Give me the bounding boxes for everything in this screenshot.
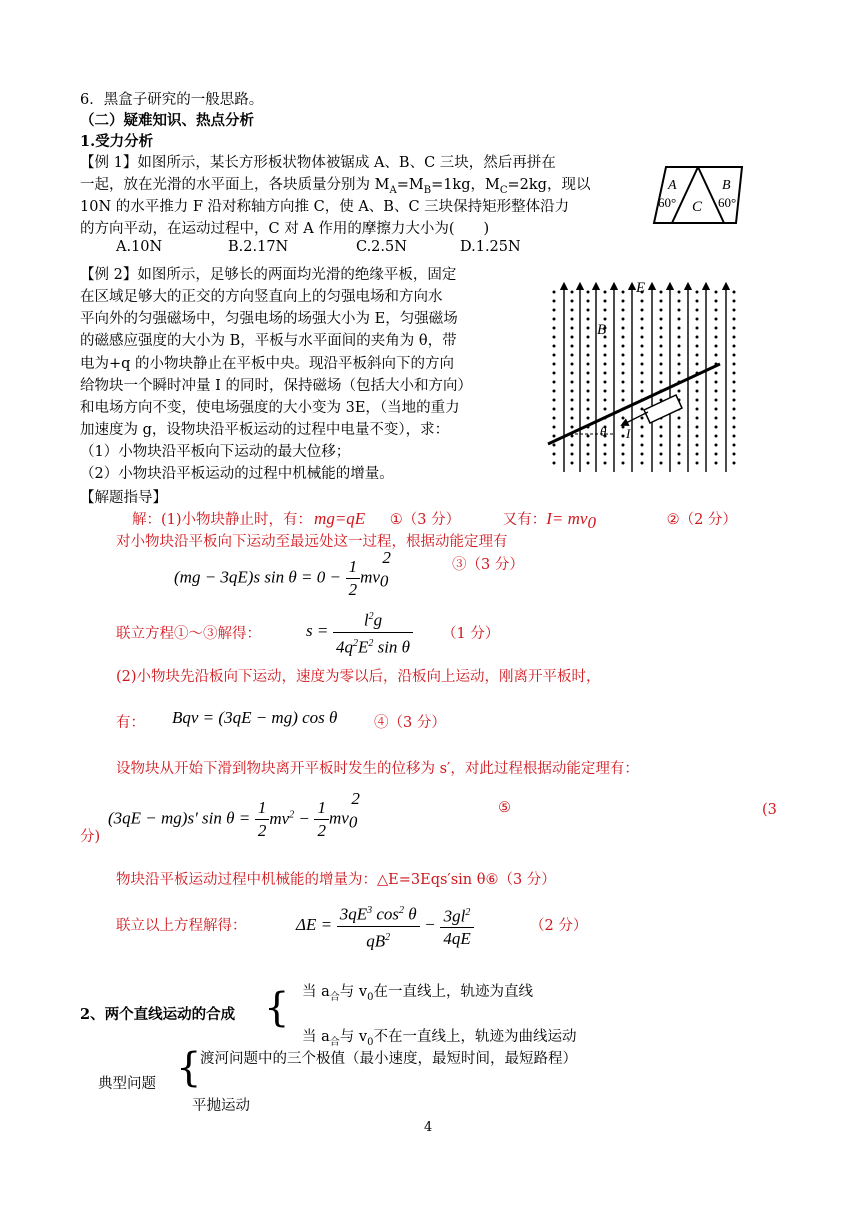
field-dot xyxy=(715,417,718,420)
equation-4-mark: （1 分） xyxy=(442,626,500,642)
ex2-line-1: 【例 2】如图所示，足够长的两面均光滑的绝缘平板，固定 xyxy=(80,267,457,283)
field-dot xyxy=(571,372,574,375)
field-dot xyxy=(622,363,625,366)
field-dot xyxy=(733,354,736,357)
field-dot xyxy=(571,336,574,339)
label-theta: θ xyxy=(600,424,607,439)
ex1-label-b: B xyxy=(722,178,731,193)
ex1-option-c: C.2.5N xyxy=(356,239,407,255)
field-dot xyxy=(696,327,699,330)
sol-line-10: 联立以上方程解得： xyxy=(116,918,247,934)
field-dot xyxy=(571,399,574,402)
field-dot xyxy=(696,444,699,447)
typical-item-2: 平抛运动 xyxy=(192,1098,250,1114)
field-dot xyxy=(715,390,718,393)
field-dot xyxy=(660,345,663,348)
field-dot xyxy=(571,327,574,330)
equation-3-mark: ③（3 分） xyxy=(452,557,524,573)
ex2-line-6: 给物块一个瞬时冲量 I 的同时，保持磁场（包括大小和方向） xyxy=(80,378,472,394)
field-dot xyxy=(660,291,663,294)
impulse-arrow xyxy=(624,412,648,424)
field-dot xyxy=(678,372,681,375)
field-dot xyxy=(696,390,699,393)
field-dot xyxy=(660,372,663,375)
item-6-text: 6．黑盒子研究的一般思路。 xyxy=(80,92,264,108)
field-dot xyxy=(622,399,625,402)
field-dot xyxy=(641,363,644,366)
field-dot xyxy=(678,318,681,321)
field-dot xyxy=(553,462,556,465)
field-dot xyxy=(571,309,574,312)
field-dot xyxy=(660,327,663,330)
field-dot xyxy=(733,462,736,465)
field-dot xyxy=(641,453,644,456)
field-dot xyxy=(553,309,556,312)
field-dot xyxy=(587,408,590,411)
field-dot xyxy=(641,318,644,321)
field-dot xyxy=(696,291,699,294)
field-dot xyxy=(604,453,607,456)
field-dot xyxy=(622,300,625,303)
field-dot xyxy=(715,399,718,402)
ex1-label-60-right: 60° xyxy=(718,195,737,210)
field-dot xyxy=(587,318,590,321)
field-dot xyxy=(715,381,718,384)
ex1-label-60-left: 60° xyxy=(658,195,677,210)
field-dot xyxy=(587,309,590,312)
field-dot xyxy=(553,354,556,357)
field-dot xyxy=(571,291,574,294)
field-dot xyxy=(604,354,607,357)
field-dot xyxy=(715,453,718,456)
topic-2-title: 2、两个直线运动的合成 xyxy=(80,1006,236,1023)
page-number: 4 xyxy=(424,1120,433,1135)
field-dot xyxy=(553,363,556,366)
field-dot xyxy=(678,462,681,465)
field-dot xyxy=(660,300,663,303)
field-dot xyxy=(733,417,736,420)
field-dot xyxy=(733,399,736,402)
sol-line-4: 联立方程①～③解得： xyxy=(116,626,261,642)
field-dot xyxy=(678,309,681,312)
field-dot xyxy=(622,345,625,348)
field-dot xyxy=(641,345,644,348)
field-dot xyxy=(553,435,556,438)
field-dot xyxy=(660,318,663,321)
equation-8-score-b: 分) xyxy=(80,829,101,845)
field-dot xyxy=(696,453,699,456)
field-dot xyxy=(733,444,736,447)
field-dot xyxy=(587,300,590,303)
ex1-option-a: A.10N xyxy=(116,239,163,255)
field-dot xyxy=(604,363,607,366)
field-dot xyxy=(622,291,625,294)
field-dot xyxy=(622,318,625,321)
field-dot xyxy=(696,417,699,420)
field-dot xyxy=(715,327,718,330)
field-dot xyxy=(715,336,718,339)
field-dot xyxy=(660,363,663,366)
ex1-option-d: D.1.25N xyxy=(460,239,521,255)
field-dot xyxy=(571,345,574,348)
ex1-line-2: 一起，放在光滑的水平面上，各块质量分别为 $M_A=M_B=1kg$，$M_C=2kg$，现以 xyxy=(80,177,591,196)
field-dot xyxy=(641,327,644,330)
field-dot xyxy=(733,390,736,393)
field-dot xyxy=(571,426,574,429)
equation-8: (3qE − mg)s′ sin θ = $\frac{1}{2}$ $mv^2$ − $\frac{1}{2}$ $mv_0^2$ xyxy=(108,788,360,840)
ex2-line-7: 和电场方向不变，使电场强度的大小变为 3E，（当地的重力 xyxy=(80,400,460,416)
field-dot xyxy=(553,399,556,402)
field-dot xyxy=(622,417,625,420)
equation-10-mark: （2 分） xyxy=(530,918,588,934)
field-dot xyxy=(622,336,625,339)
field-dot xyxy=(733,327,736,330)
field-dot xyxy=(678,390,681,393)
label-impulse: I xyxy=(626,426,631,441)
field-dot xyxy=(733,309,736,312)
field-dot xyxy=(678,300,681,303)
equation-10: ΔE = $\frac{3qE^3 \cos^2 \theta}{qB^2}$ − $\frac{3gl^2}{4qE}$ xyxy=(296,900,474,952)
field-dot xyxy=(571,381,574,384)
field-dot xyxy=(571,363,574,366)
field-dot xyxy=(696,318,699,321)
sol-line-9: 物块沿平板运动过程中机械能的增量为：△E=3Eqs′sin θ⑥（3 分） xyxy=(116,872,556,888)
ex1-figure xyxy=(652,159,746,231)
field-dot xyxy=(553,408,556,411)
field-dot xyxy=(622,435,625,438)
field-dot xyxy=(604,462,607,465)
field-dot xyxy=(587,462,590,465)
field-dot xyxy=(604,345,607,348)
field-dot xyxy=(733,372,736,375)
ex2-line-3: 平向外的匀强磁场中，匀强电场的场强大小为 E，匀强磁场 xyxy=(80,311,458,327)
field-dot xyxy=(587,372,590,375)
field-dot xyxy=(571,462,574,465)
label-b: B xyxy=(597,322,607,338)
field-dot xyxy=(678,363,681,366)
sol-line-2: 对小物块沿平板向下运动至最远处这一过程，根据动能定理有 xyxy=(116,534,508,550)
field-dot xyxy=(733,381,736,384)
ex2-figure xyxy=(544,278,740,474)
field-dot xyxy=(587,363,590,366)
field-dot xyxy=(696,408,699,411)
field-dot xyxy=(696,309,699,312)
field-dot xyxy=(715,309,718,312)
ex2-question-1: （1）小物块沿平板向下运动的最大位移； xyxy=(80,444,351,460)
field-dot xyxy=(622,372,625,375)
field-dot xyxy=(733,426,736,429)
field-dot xyxy=(715,435,718,438)
field-dot xyxy=(587,327,590,330)
field-dot xyxy=(622,309,625,312)
field-dot xyxy=(553,453,556,456)
field-dot xyxy=(622,453,625,456)
field-dot xyxy=(715,444,718,447)
field-dot xyxy=(553,300,556,303)
field-dot xyxy=(622,327,625,330)
field-dot xyxy=(553,318,556,321)
sol-line-7: 设物块从开始下滑到物块离开平板时发生的位移为 s′，对此过程根据动能定理有： xyxy=(116,761,639,777)
field-dot xyxy=(604,381,607,384)
ex1-label-c: C xyxy=(692,199,703,215)
field-dot xyxy=(553,417,556,420)
field-dot xyxy=(553,291,556,294)
field-dot xyxy=(660,309,663,312)
field-dot xyxy=(571,453,574,456)
field-dot xyxy=(553,345,556,348)
field-dot xyxy=(678,444,681,447)
field-dot xyxy=(733,318,736,321)
field-dot xyxy=(733,291,736,294)
field-dot xyxy=(571,300,574,303)
field-dot xyxy=(622,444,625,447)
field-dot xyxy=(715,408,718,411)
field-dot xyxy=(604,318,607,321)
field-dot xyxy=(715,426,718,429)
equation-8-mark: ⑤ xyxy=(498,800,511,816)
field-dot xyxy=(622,462,625,465)
field-dot xyxy=(571,417,574,420)
field-dot xyxy=(715,300,718,303)
field-dot xyxy=(641,462,644,465)
field-dot xyxy=(641,354,644,357)
field-dot xyxy=(604,309,607,312)
field-dot xyxy=(604,408,607,411)
equation-4: s = $\frac{l^2g}{4q^2E^2 \sin \theta}$ xyxy=(306,606,413,658)
field-dot xyxy=(660,435,663,438)
field-dot xyxy=(641,372,644,375)
field-dot xyxy=(660,462,663,465)
field-dot xyxy=(571,354,574,357)
topic-2-case-1: 当 $a_合$与 $v_0$在一直线上，轨迹为直线 xyxy=(302,984,533,1003)
field-dot xyxy=(641,300,644,303)
field-dot xyxy=(733,336,736,339)
field-dot xyxy=(696,363,699,366)
typical-brace: { xyxy=(176,1045,202,1091)
field-dot xyxy=(587,345,590,348)
field-dot xyxy=(715,354,718,357)
field-dot xyxy=(604,300,607,303)
field-dot xyxy=(553,426,556,429)
field-dot xyxy=(660,453,663,456)
topic-2-brace: { xyxy=(264,985,290,1031)
field-dot xyxy=(696,435,699,438)
label-e: E xyxy=(636,280,646,296)
field-dot xyxy=(733,435,736,438)
field-dot xyxy=(715,318,718,321)
field-dot xyxy=(696,381,699,384)
field-dot xyxy=(696,336,699,339)
ex2-line-4: 的磁感应强度的大小为 B，平板与水平面间的夹角为 θ，带 xyxy=(80,333,457,349)
field-dot xyxy=(587,435,590,438)
equation-6-mark: ④（3 分） xyxy=(374,715,446,731)
small-block xyxy=(644,395,682,423)
field-dot xyxy=(553,444,556,447)
equation-8-score-a: (3 xyxy=(762,802,777,818)
field-dot xyxy=(553,336,556,339)
field-dot xyxy=(622,354,625,357)
topic-1-title: 1.受力分析 xyxy=(80,133,154,150)
field-dot xyxy=(715,291,718,294)
ex1-label-a: A xyxy=(668,178,677,193)
field-dot xyxy=(660,444,663,447)
field-dot xyxy=(587,381,590,384)
field-dot xyxy=(660,336,663,339)
field-dot xyxy=(641,444,644,447)
field-dot xyxy=(678,345,681,348)
field-dot xyxy=(641,408,644,411)
ex1-option-b: B.2.17N xyxy=(228,239,289,255)
sol-line-6: 有： xyxy=(116,715,145,731)
field-dot xyxy=(553,381,556,384)
field-dot xyxy=(715,462,718,465)
field-dot xyxy=(696,399,699,402)
field-dot xyxy=(678,435,681,438)
section-title: （二）疑难知识、热点分析 xyxy=(80,112,254,129)
field-dot xyxy=(587,354,590,357)
field-dot xyxy=(678,453,681,456)
field-dot xyxy=(587,390,590,393)
field-dot xyxy=(678,327,681,330)
field-dot xyxy=(622,426,625,429)
field-dot xyxy=(571,408,574,411)
field-dot xyxy=(733,453,736,456)
equation-3: (mg − 3qE)s sin θ = 0 − $\frac{1}{2}$ $mv_0^2$ xyxy=(174,547,391,599)
field-dot xyxy=(678,291,681,294)
field-dot xyxy=(696,345,699,348)
field-dot xyxy=(587,417,590,420)
field-dot xyxy=(715,372,718,375)
field-dot xyxy=(641,426,644,429)
field-dot xyxy=(715,345,718,348)
field-dot xyxy=(678,354,681,357)
field-dot xyxy=(733,300,736,303)
field-dot xyxy=(587,399,590,402)
field-dot xyxy=(678,426,681,429)
sol-line-1: 解：(1)小物块静止时，有： mg=qE ①（3 分） 又有：$I= mv_0$ ②（2 分） xyxy=(132,509,737,532)
field-dot xyxy=(641,390,644,393)
typical-label: 典型问题 xyxy=(98,1076,156,1092)
typical-item-1: 渡河问题中的三个极值（最小速度，最短时间，最短路程） xyxy=(200,1051,577,1067)
field-dot xyxy=(733,345,736,348)
field-dot xyxy=(604,291,607,294)
field-dot xyxy=(641,309,644,312)
field-dot xyxy=(678,417,681,420)
ex2-line-2: 在区域足够大的正交的方向竖直向上的匀强电场和方向水 xyxy=(80,289,443,305)
ex2-line-5: 电为+q 的小物块静止在平板中央。现沿平板斜向下的方向 xyxy=(80,356,455,372)
ex1-line-3: 10N 的水平推力 F 沿对称轴方向推 C，使 A、B、C 三块保持矩形整体沿力 xyxy=(80,199,570,215)
field-dot xyxy=(571,318,574,321)
field-dot xyxy=(696,462,699,465)
field-dot xyxy=(660,354,663,357)
sol-line-5: (2)小物块先沿板向下运动，速度为零以后，沿板向上运动，刚离开平板时， xyxy=(116,669,601,685)
topic-2-case-2: 当 $a_合$与 $v_0$不在一直线上，轨迹为曲线运动 xyxy=(302,1029,577,1048)
field-dot xyxy=(604,372,607,375)
guide-title: 【解题指导】 xyxy=(80,490,167,506)
field-dot xyxy=(696,426,699,429)
field-dot xyxy=(587,453,590,456)
field-dot xyxy=(641,336,644,339)
ex2-question-2: （2）小物块沿平板运动的过程中机械能的增量。 xyxy=(80,466,394,482)
field-dot xyxy=(604,390,607,393)
field-dot xyxy=(587,291,590,294)
field-dot xyxy=(733,408,736,411)
field-dot xyxy=(641,381,644,384)
field-dot xyxy=(678,336,681,339)
field-dot xyxy=(641,435,644,438)
field-dot xyxy=(622,381,625,384)
field-dot xyxy=(587,444,590,447)
field-dot xyxy=(571,444,574,447)
ex2-line-8: 加速度为 g，设物块沿平板运动的过程中电量不变），求： xyxy=(80,422,450,438)
field-dot xyxy=(641,417,644,420)
field-dot xyxy=(660,426,663,429)
field-dot xyxy=(660,381,663,384)
field-dot xyxy=(553,327,556,330)
field-dot xyxy=(587,336,590,339)
field-dot xyxy=(696,354,699,357)
field-dot xyxy=(571,390,574,393)
field-dot xyxy=(604,444,607,447)
field-dot xyxy=(733,363,736,366)
equation-6: Bqv = (3qE − mg) cos θ xyxy=(172,708,338,727)
field-dot xyxy=(604,399,607,402)
ex1-line-4: 的方向平动，在运动过程中，C 对 A 作用的摩擦力大小为( ) xyxy=(80,221,490,237)
field-dot xyxy=(696,300,699,303)
field-dot xyxy=(553,372,556,375)
field-dot xyxy=(553,390,556,393)
inclined-plate xyxy=(548,364,720,444)
field-dot xyxy=(622,390,625,393)
ex1-line-1: 【例 1】如图所示，某长方形板状物体被锯成 A、B、C 三块，然后再拼在 xyxy=(80,155,556,171)
